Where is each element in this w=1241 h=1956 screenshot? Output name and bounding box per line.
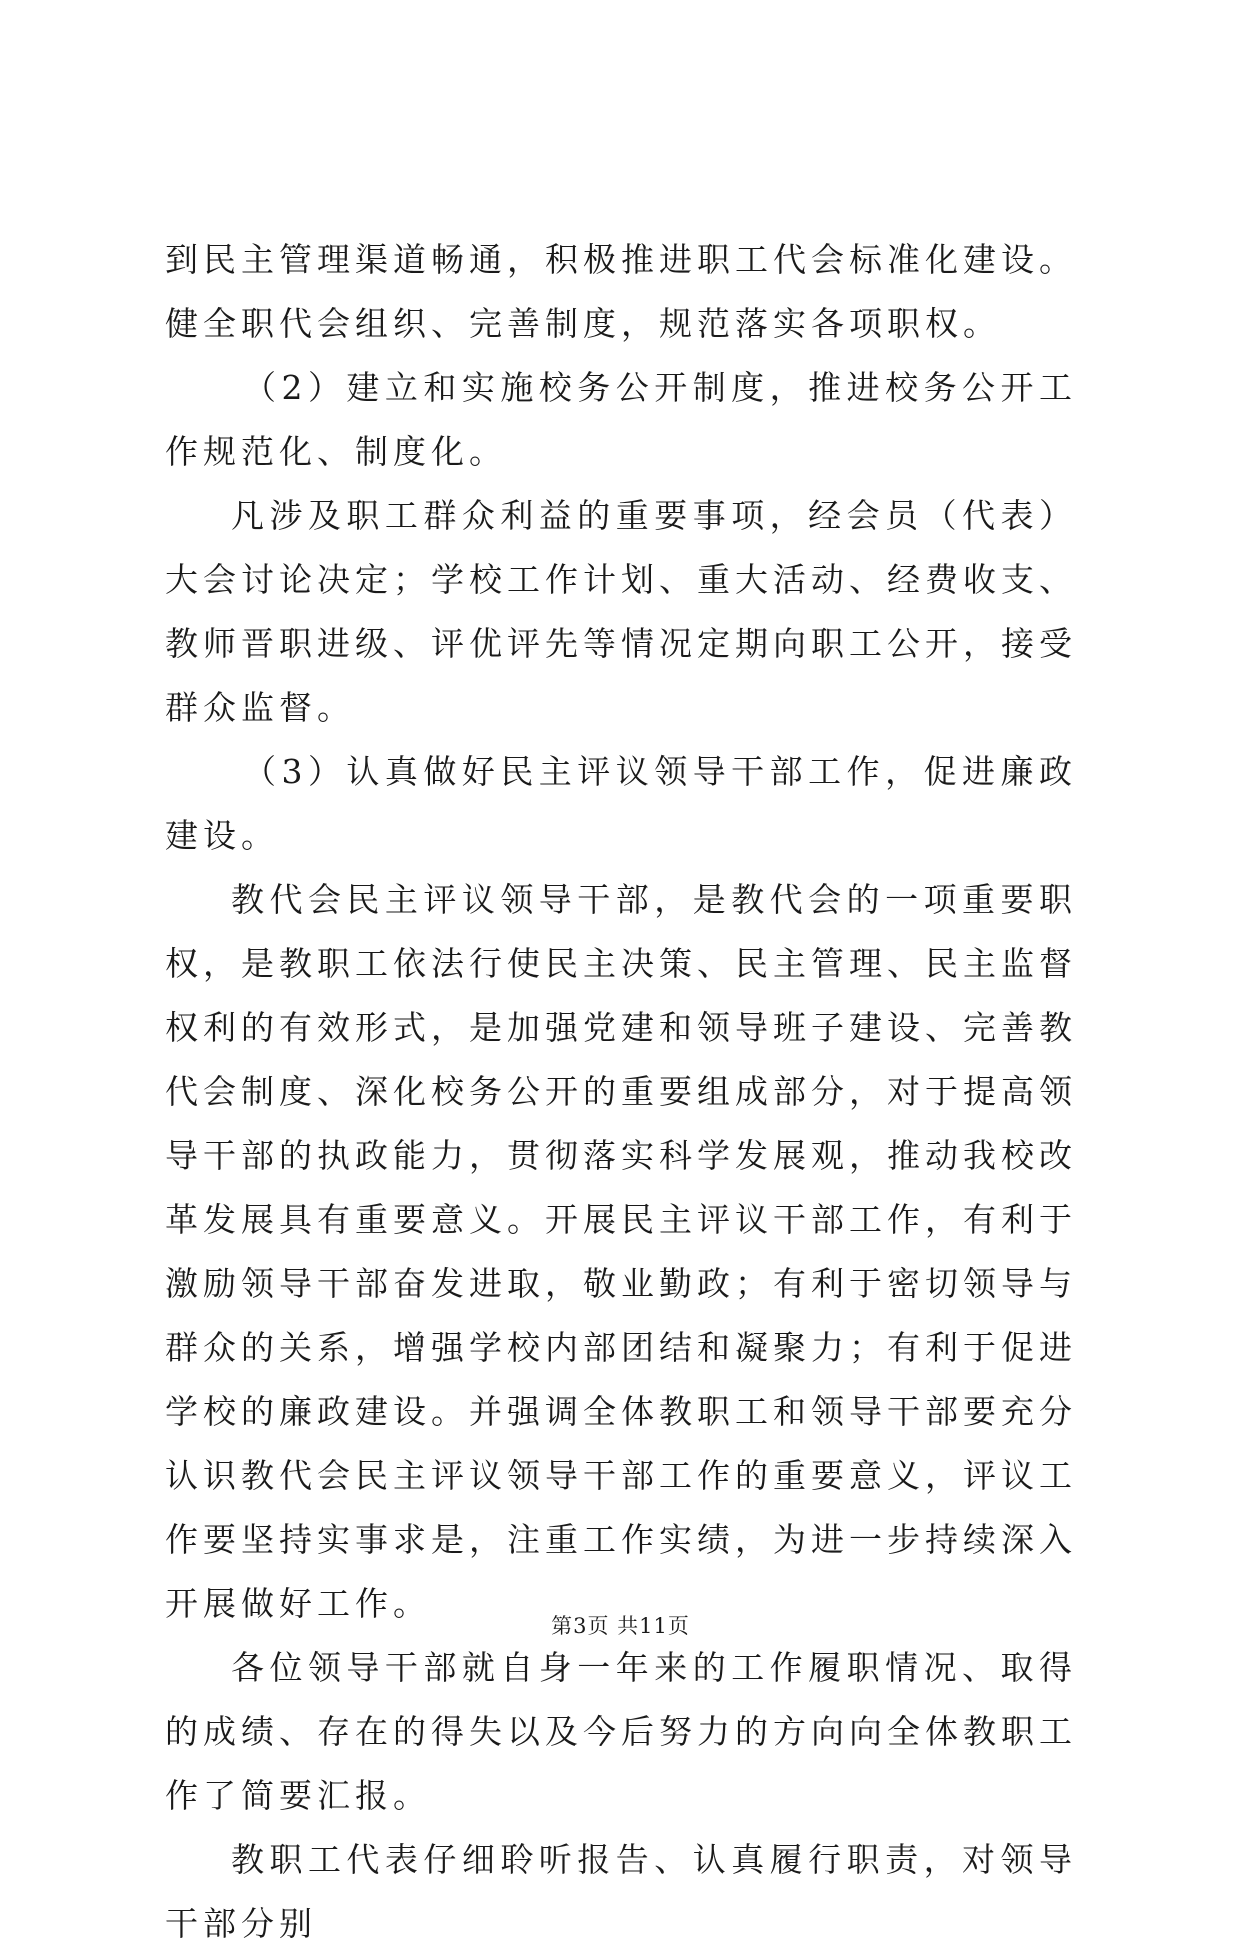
- page-indicator: 第3页 共11页: [551, 1614, 690, 1638]
- paragraph-subheading-3: （3）认真做好民主评议领导干部工作，促进廉政建设。: [165, 752, 1077, 855]
- document-body: [165, 228, 1077, 1956]
- paragraph-continuation: 到民主管理渠道畅通，积极推进职工代会标准化建设。健全职代会组织、完善制度，规范落实各项职权。: [165, 240, 1077, 343]
- paragraph-leader-report: 各位领导干部就自身一年来的工作履职情况、取得的成绩、存在的得失以及今后努力的方向向全体教职工作了简要汇报。: [165, 1648, 1077, 1815]
- paragraph-representatives: 教职工代表仔细聆听报告、认真履行职责，对领导干部分别: [165, 1840, 1077, 1943]
- paragraph-evaluation: 教代会民主评议领导干部，是教代会的一项重要职权，是教职工依法行使民主决策、民主管理、民主监督权利的有效形式，是加强党建和领导班子建设、完善教代会制度、深化校务公开的重要组成部分，对于提高领导干部的执政能力，贯彻落实科学发展观，推动我校改革发展具有重要意义。开展民主评议干部工作，有利于激励领导干部奋发进取，敬业勤政；有利于密切领导与群众的关系，增强学校内部团结和凝聚力；有利于促进学校的廉政建设。并强调全体教职工和领导干部要充分认识教代会民主评议领导干部工作的重要意义，评议工作要坚持实事求是，注重工作实绩，为进一步持续深入开展做好工作。: [165, 880, 1077, 1623]
- page-footer: [0, 1610, 1241, 1640]
- paragraph-public-affairs: 凡涉及职工群众利益的重要事项，经会员（代表）大会讨论决定；学校工作计划、重大活动、经费收支、教师晋职进级、评优评先等情况定期向职工公开，接受群众监督。: [165, 496, 1077, 727]
- paragraph-subheading-2: （2）建立和实施校务公开制度，推进校务公开工作规范化、制度化。: [165, 368, 1077, 471]
